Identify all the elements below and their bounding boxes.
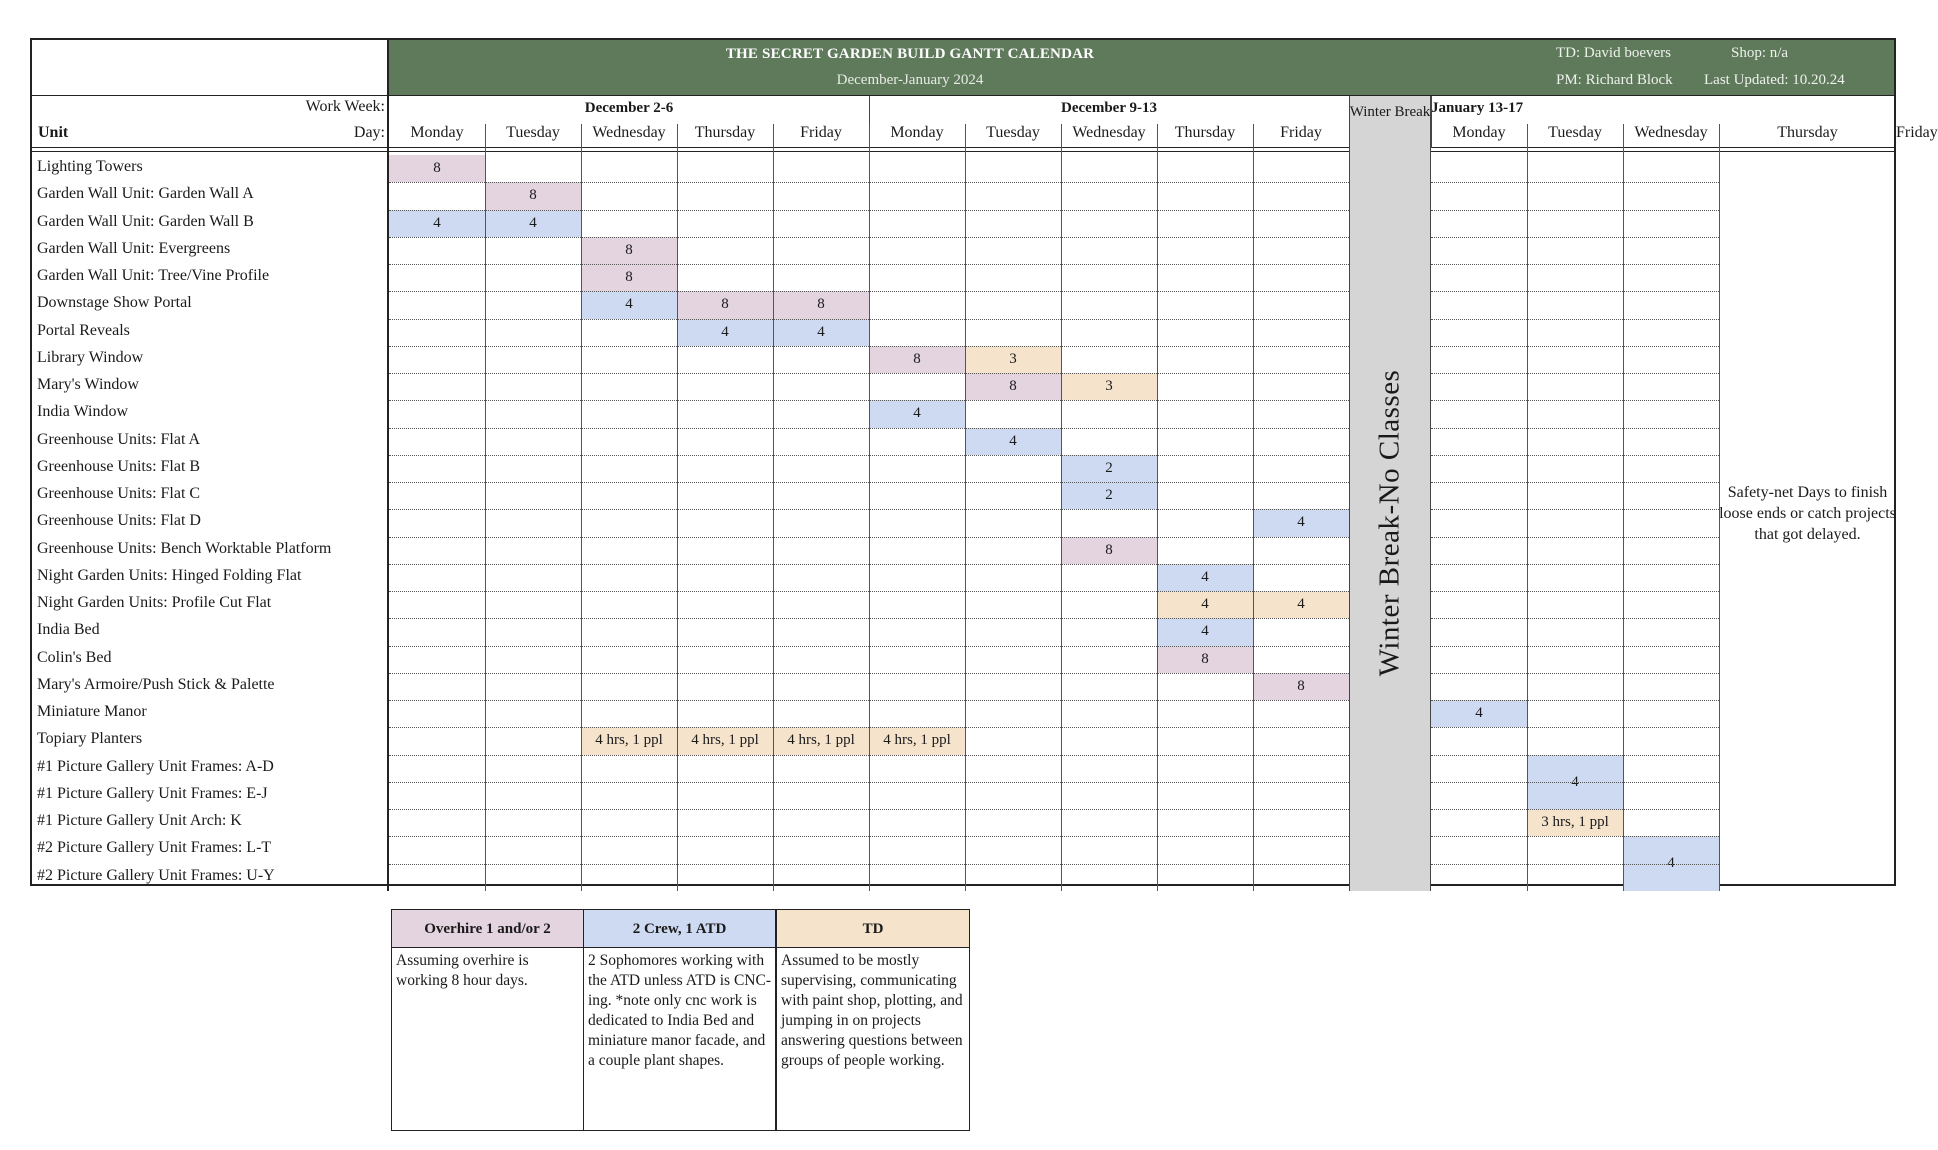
schedule-cell: 3	[1061, 373, 1157, 400]
column-rule	[485, 124, 486, 891]
row-rule	[1431, 864, 1719, 865]
day-heading: Tuesday	[986, 124, 1040, 141]
td-name: TD: David boevers	[1556, 45, 1671, 61]
day-heading: Wednesday	[1072, 124, 1146, 141]
schedule-cell: 2	[1061, 482, 1157, 509]
unit-label: #1 Picture Gallery Unit Frames: A-D	[37, 757, 274, 775]
unit-label: Portal Reveals	[37, 321, 130, 339]
day-heading: Friday	[800, 124, 842, 141]
schedule-cell: 4	[1157, 618, 1253, 645]
row-rule	[1431, 509, 1719, 510]
row-rule	[1431, 455, 1719, 456]
row-rule	[1431, 782, 1719, 783]
unit-label: Greenhouse Units: Flat D	[37, 512, 201, 530]
schedule-cell: 4	[581, 291, 677, 318]
title-banner	[389, 40, 1894, 96]
day-label: Day:	[353, 124, 385, 141]
shop-info: Shop: n/a	[1731, 45, 1789, 61]
row-rule	[1431, 809, 1719, 810]
schedule-cell: 4	[1623, 836, 1719, 891]
schedule-cell: 4 hrs, 1 ppl	[677, 727, 773, 754]
schedule-cell: 4	[1527, 755, 1623, 810]
day-heading: Tuesday	[1548, 124, 1602, 141]
safety-net-note: Safety-net Days to finish loose ends or catch projects that got delayed.	[1719, 484, 1896, 543]
pm-name: PM: Richard Block	[1556, 72, 1673, 88]
schedule-cell: 4	[485, 210, 581, 237]
row-rule	[1431, 537, 1719, 538]
schedule-cell: 4	[1253, 509, 1349, 536]
calendar-subtitle: December-January 2024	[836, 72, 984, 88]
day-heading: Friday	[1896, 124, 1938, 141]
work-week-label: Work Week:	[305, 98, 385, 115]
legend-box	[583, 909, 776, 1131]
row-rule	[1431, 182, 1719, 183]
day-heading: Wednesday	[1634, 124, 1708, 141]
day-heading: Thursday	[1174, 124, 1236, 141]
unit-label: Colin's Bed	[37, 648, 112, 666]
column-rule	[581, 124, 582, 891]
schedule-cell: 8	[773, 291, 869, 318]
schedule-cell: 4	[389, 210, 485, 237]
unit-label: #2 Picture Gallery Unit Frames: L-T	[37, 839, 272, 857]
calendar-title: THE SECRET GARDEN BUILD GANTT CALENDAR	[725, 46, 1095, 62]
header-divider-top	[32, 95, 1894, 96]
row-rule	[1431, 727, 1719, 728]
unit-label: Downstage Show Portal	[37, 294, 192, 312]
schedule-cell: 4 hrs, 1 ppl	[581, 727, 677, 754]
unit-label: Garden Wall Unit: Tree/Vine Profile	[37, 267, 270, 284]
gantt-sheet	[30, 38, 1938, 886]
schedule-cell: 8	[1061, 537, 1157, 564]
schedule-cell: 3	[965, 346, 1061, 373]
header-divider	[32, 147, 1894, 148]
schedule-cell: 4	[677, 319, 773, 346]
row-rule	[1431, 210, 1719, 211]
day-heading: Monday	[890, 124, 944, 141]
day-heading: Wednesday	[592, 124, 666, 141]
schedule-cell: 4	[773, 319, 869, 346]
day-heading: Friday	[1280, 124, 1322, 141]
unit-column-header: Unit	[38, 124, 69, 141]
legend-description: Assumed to be mostly supervising, communicating with paint shop, plotting, and jumping in on projects answering questions between groups of people working.	[781, 952, 963, 1069]
week-heading: December 2-6	[584, 100, 674, 116]
legend-description: 2 Sophomores working with the ATD unless ATD is CNC-ing. *note only cnc work is dedicated to India Bed and miniature manor facade, and a couple plant shapes.	[588, 952, 771, 1069]
row-rule	[1431, 646, 1719, 647]
day-heading: Thursday	[1777, 124, 1838, 141]
schedule-cell: 3 hrs, 1 ppl	[1527, 809, 1623, 836]
row-rule	[1431, 400, 1719, 401]
unit-label: Library Window	[37, 348, 144, 366]
row-rule	[1431, 700, 1719, 701]
day-heading: Monday	[1452, 124, 1506, 141]
schedule-cell: 4 hrs, 1 ppl	[773, 727, 869, 754]
unit-label: #2 Picture Gallery Unit Frames: U-Y	[37, 866, 275, 884]
schedule-cell: 4	[1157, 591, 1253, 618]
column-rule	[1527, 124, 1528, 891]
winter-break-vertical-label: Winter Break-No Classes	[1373, 369, 1406, 677]
row-rule	[1431, 482, 1719, 483]
column-rule	[1157, 124, 1158, 891]
unit-label: India Window	[37, 403, 129, 421]
day-heading: Thursday	[694, 124, 756, 141]
unit-label: Greenhouse Units: Bench Worktable Platform	[37, 539, 332, 557]
column-rule	[677, 124, 678, 891]
unit-label: Night Garden Units: Profile Cut Flat	[37, 594, 272, 611]
day-heading: Monday	[410, 124, 464, 141]
schedule-cell: 4	[1431, 700, 1527, 727]
legend-box	[391, 909, 584, 1131]
winter-break-header: Winter Break	[1349, 104, 1431, 120]
last-updated: Last Updated: 10.20.24	[1704, 72, 1845, 88]
legend-title: 2 Crew, 1 ATD	[584, 910, 775, 948]
row-rule	[1431, 373, 1719, 374]
schedule-cell: 8	[869, 346, 965, 373]
unit-label: Mary's Armoire/Push Stick & Palette	[37, 675, 275, 693]
unit-label: Garden Wall Unit: Garden Wall A	[37, 185, 254, 203]
column-rule	[869, 124, 870, 891]
legend-description: Assuming overhire is working 8 hour days.	[396, 952, 529, 989]
column-rule	[1253, 124, 1254, 891]
schedule-cell: 8	[389, 155, 485, 182]
week-separator	[1431, 96, 1432, 148]
legend-title: TD	[777, 910, 969, 948]
unit-label: Greenhouse Units: Flat C	[37, 485, 201, 502]
unit-label: Night Garden Units: Hinged Folding Flat	[37, 566, 302, 584]
legend-title: Overhire 1 and/or 2	[392, 910, 583, 948]
row-rule	[1431, 346, 1719, 347]
schedule-cell: 8	[581, 264, 677, 291]
unit-label: Topiary Planters	[37, 730, 143, 748]
row-rule	[1431, 291, 1719, 292]
schedule-cell: 4	[1157, 564, 1253, 591]
unit-label: Lighting Towers	[37, 158, 143, 175]
schedule-cell: 8	[677, 291, 773, 318]
unit-label: #1 Picture Gallery Unit Frames: E-J	[37, 784, 268, 802]
row-rule	[1431, 319, 1719, 320]
unit-label: Mary's Window	[37, 376, 139, 393]
column-rule	[965, 124, 966, 891]
column-rule	[1061, 124, 1062, 891]
row-rule	[1431, 591, 1719, 592]
legend-box	[776, 909, 970, 1131]
week-heading: January 13-17	[1431, 100, 1524, 116]
row-rule	[1431, 564, 1719, 565]
schedule-cell: 8	[1253, 673, 1349, 700]
row-rule	[1431, 618, 1719, 619]
unit-label: Greenhouse Units: Flat A	[37, 430, 201, 448]
row-rule	[1431, 237, 1719, 238]
header-divider-double	[32, 151, 1894, 152]
row-rule	[1431, 836, 1719, 837]
schedule-cell: 4 hrs, 1 ppl	[869, 727, 965, 754]
schedule-cell: 2	[1061, 455, 1157, 482]
unit-label: Garden Wall Unit: Garden Wall B	[37, 212, 254, 230]
week-heading: December 9-13	[1061, 100, 1157, 116]
column-rule	[773, 124, 774, 891]
row-rule	[1431, 755, 1719, 756]
schedule-cell: 8	[1157, 646, 1253, 673]
unit-label: #1 Picture Gallery Unit Arch: K	[37, 812, 242, 829]
schedule-cell: 8	[581, 237, 677, 264]
unit-label: India Bed	[37, 621, 100, 639]
schedule-cell: 4	[869, 400, 965, 427]
column-rule	[1623, 124, 1624, 891]
row-rule	[1431, 428, 1719, 429]
day-heading: Tuesday	[506, 124, 560, 141]
row-rule	[1431, 673, 1719, 674]
schedule-cell: 8	[965, 373, 1061, 400]
schedule-cell: 4	[1253, 591, 1349, 618]
unit-label: Garden Wall Unit: Evergreens	[37, 239, 231, 257]
unit-label: Miniature Manor	[37, 703, 147, 720]
row-rule	[1431, 264, 1719, 265]
unit-label: Greenhouse Units: Flat B	[37, 457, 201, 475]
schedule-cell: 8	[485, 182, 581, 209]
schedule-cell: 4	[965, 428, 1061, 455]
